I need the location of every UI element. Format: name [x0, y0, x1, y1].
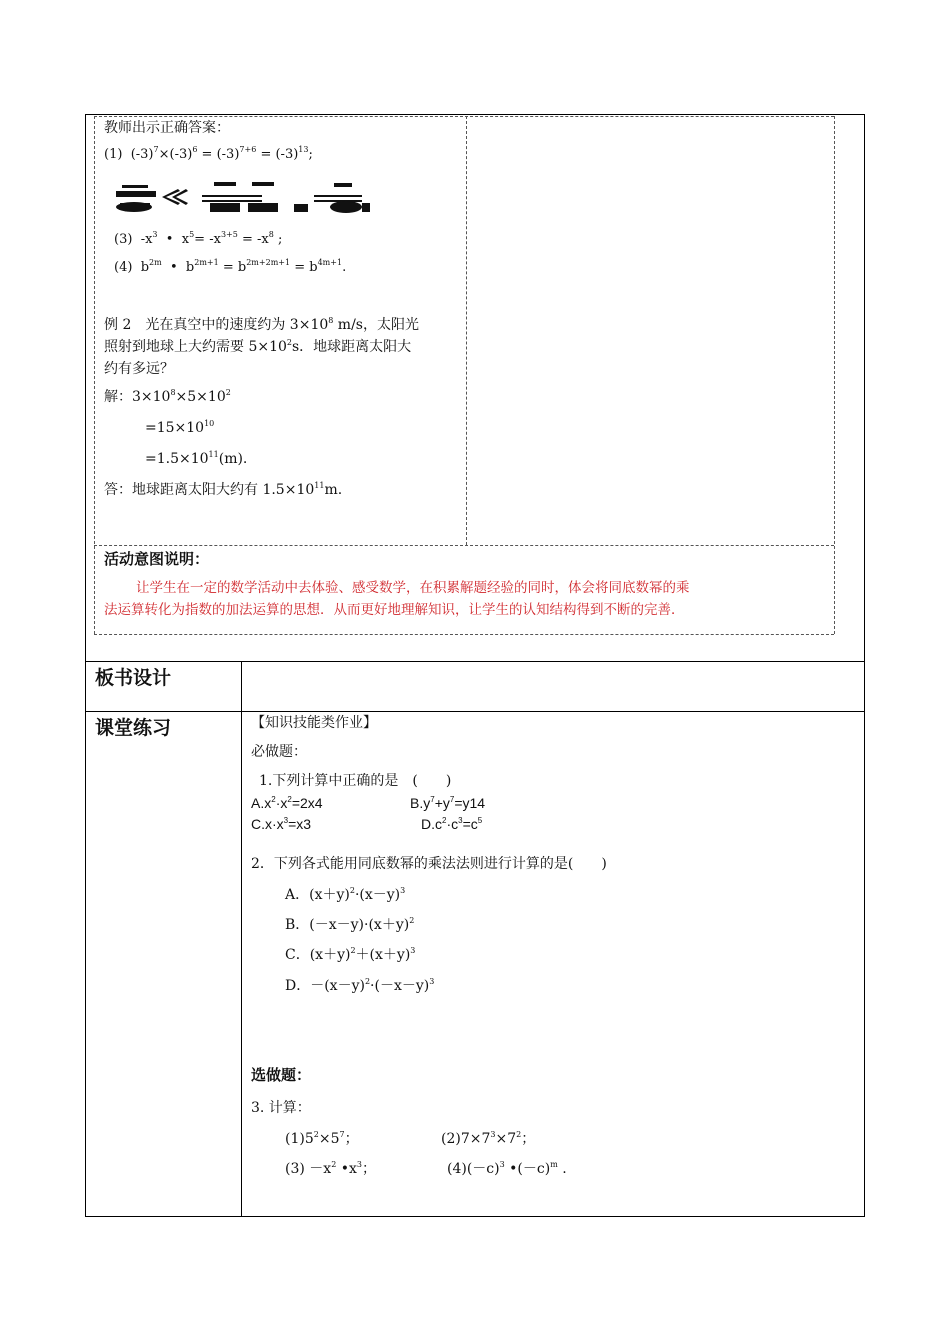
activity-intent-text-2: 法运算转化为指数的加法运算的思想．从而更好地理解知识，让学生的认知结构得到不断的完善．: [104, 602, 685, 618]
question-1-option-c: $C.x\cdot x^3=x3$: [251, 816, 312, 832]
activity-intent-text-1: 让学生在一定的数学活动中去体验、感受数学，在积累解题经验的同时，体会将同底数幂的乘: [136, 580, 690, 596]
solution-line-3: $=1.5\times 10^{11}(m)$.: [145, 450, 248, 467]
label-column-divider: [241, 661, 242, 1217]
question-1-option-a: $A.x^2\cdot x^2=2x4$: [251, 795, 323, 811]
answer-3: (3) $-x^3$ • $x^5= -x^{3+5} = -x^8$ ;: [114, 230, 283, 247]
inner-right-dash: [834, 116, 835, 634]
frame-top-line: [85, 114, 865, 115]
inner-center-dash: [466, 116, 467, 545]
practice-row-top-line: [85, 711, 865, 712]
practice-label: 课堂练习: [95, 717, 172, 739]
example-2-line-2: 照射到地球上大约需要 $5\times 10^2s$．地球距离太阳大: [104, 338, 412, 355]
optional-label: 选做题：: [251, 1066, 312, 1084]
inner-bottom-dash: [94, 634, 834, 635]
example-2-line-3: 约有多远？: [104, 361, 174, 377]
inner-mid-dash: [94, 545, 834, 546]
activity-intent-title: 活动意图说明：: [104, 550, 210, 568]
question-1-option-d: $D.c^2\cdot c^3=c^5$: [421, 816, 483, 832]
inner-left-dash: [94, 116, 95, 634]
solution-line-1: 解：$3\times 10^8\times 5\times 10^2$: [104, 388, 231, 405]
answer-1: (1) $(-3)^7\times(-3)^6 = (-3)^{7+6} = (-3)^{13}$;: [104, 145, 313, 162]
solution-line-2: $=15\times 10^{10}$: [145, 419, 215, 436]
question-1-stem: 1.下列计算中正确的是 ( ): [259, 773, 452, 789]
question-3-part-3: $(3) -x^2$ $•x^3$；: [285, 1160, 376, 1177]
frame-right-line: [864, 114, 865, 1217]
example-2-line-1: 例 2 光在真空中的速度约为 $3\times 10^8$ m/s，太阳光: [104, 316, 419, 333]
board-row-top-line: [85, 661, 865, 662]
question-2-option-c: C．$(x+y)^2+(x+y)^3$: [285, 946, 416, 963]
frame-bottom-line: [85, 1216, 865, 1217]
inner-top-dash: [94, 116, 834, 117]
solution-answer: 答：地球距离太阳大约有 $1.5\times 10^{11}m$.: [104, 481, 343, 498]
homework-title: 【知识技能类作业】: [251, 715, 377, 731]
question-3-part-4: $(4)(-c)^3$ $•(-c)^m$ .: [447, 1160, 567, 1177]
required-label: 必做题：: [251, 744, 307, 760]
question-3-part-2: $(2)7\times 7^3\times 7^2$；: [441, 1130, 536, 1147]
frame-left-line: [85, 114, 86, 1217]
question-2-option-a: A．$(x+y)^2\cdot(x-y)^3$: [285, 886, 406, 903]
question-2-option-b: B．$(-x-y)\cdot(x+y)^2$: [285, 916, 415, 933]
question-3-part-1: $(1)5^2\times 5^7$；: [285, 1130, 359, 1147]
question-2-option-d: D．$-(x-y)^2\cdot(-x-y)^3$: [285, 977, 435, 994]
question-2-stem: 2．下列各式能用同底数幂的乘法法则进行计算的是( ): [251, 856, 607, 872]
question-1-option-b: $B.y^7+y^7=y14$: [410, 795, 486, 811]
question-3-stem: 3. 计算：: [251, 1100, 311, 1116]
answers-heading: 教师出示正确答案：: [104, 120, 230, 136]
board-design-label: 板书设计: [95, 667, 172, 689]
answer-2-garbled-graphic: [114, 177, 372, 217]
answer-4: (4) $b^{2m}$ • $b^{2m+1} = b^{2m+2m+1} = b^{4m+1}$.: [114, 258, 347, 275]
